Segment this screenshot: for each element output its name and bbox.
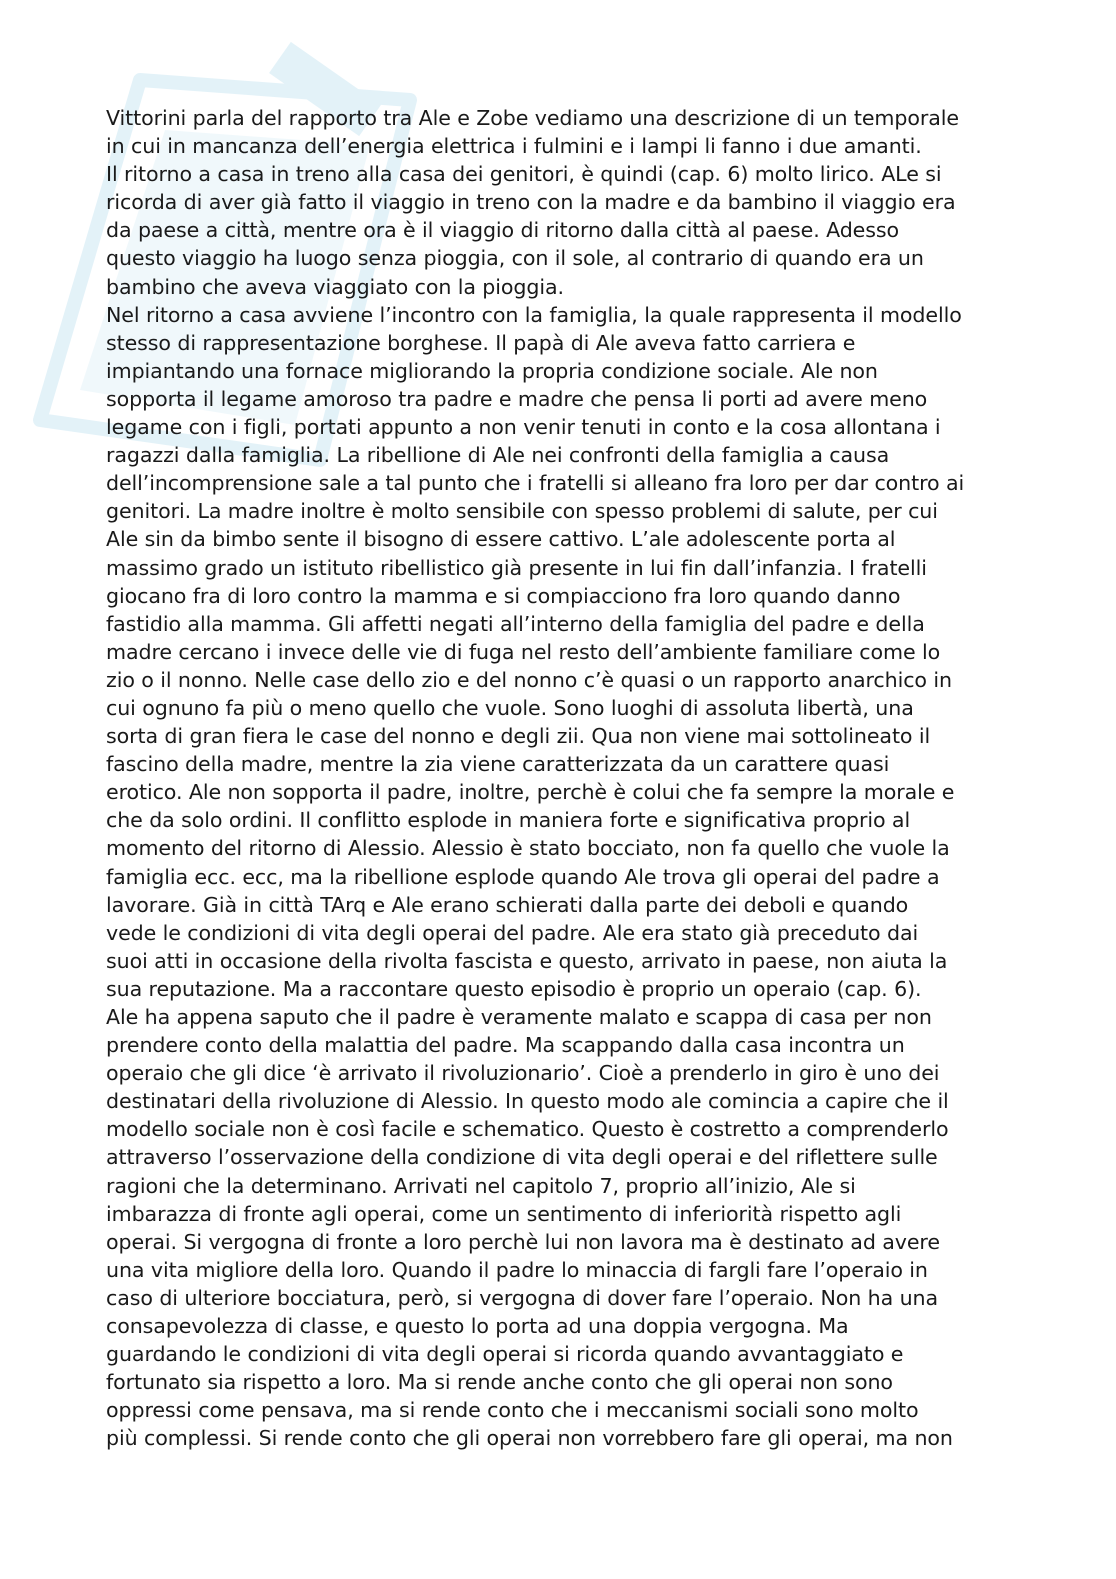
text-line: più complessi. Si rende conto che gli operai non vorrebbero fare gli operai, ma non xyxy=(106,1426,953,1451)
text-line: cui ognuno fa più o meno quello che vuole. Sono luoghi di assoluta libertà, una xyxy=(106,695,914,720)
text-line: consapevolezza di classe, e questo lo porta ad una doppia vergogna. Ma xyxy=(106,1314,849,1339)
text-line: legame con i figli, portati appunto a non venir tenuti in conto e la cosa allontana i xyxy=(106,415,941,440)
text-line: attraverso l’osservazione della condizione di vita degli operai e del riflettere sulle xyxy=(106,1145,938,1170)
text-line: ragazzi dalla famiglia. La ribellione di Ale nei confronti della famiglia a causa xyxy=(106,443,890,468)
text-line: bambino che aveva viaggiato con la pioggia. xyxy=(106,274,564,299)
text-line: ricorda di aver già fatto il viaggio in treno con la madre e da bambino il viaggio era xyxy=(106,190,956,215)
text-line: destinatari della rivoluzione di Alessio. In questo modo ale comincia a capire che il xyxy=(106,1089,949,1114)
text-line: che da solo ordini. Il conflitto esplode in maniera forte e significativa proprio al xyxy=(106,808,911,833)
text-line: massimo grado un istituto ribellistico già presente in lui fin dall’infanzia. I fratelli xyxy=(106,555,927,580)
text-line: modello sociale non è così facile e schematico. Questo è costretto a comprenderlo xyxy=(106,1117,949,1142)
text-line: giocano fra di loro contro la mamma e si compiacciono fra loro quando danno xyxy=(106,583,901,608)
text-line: famiglia ecc. ecc, ma la ribellione esplode quando Ale trova gli operai del padre a xyxy=(106,864,940,889)
text-line: operai. Si vergogna di fronte a loro perchè lui non lavora ma è destinato ad avere xyxy=(106,1229,940,1254)
text-line: erotico. Ale non sopporta il padre, inoltre, perchè è colui che fa sempre la morale e xyxy=(106,780,955,805)
text-line: dell’incomprensione sale a tal punto che i fratelli si alleano fra loro per dar contro ai xyxy=(106,471,965,496)
text-line: oppressi come pensava, ma si rende conto che i meccanismi sociali sono molto xyxy=(106,1398,919,1423)
document-body xyxy=(106,104,1006,1453)
text-line: sua reputazione. Ma a raccontare questo episodio è proprio un operaio (cap. 6). xyxy=(106,976,922,1001)
text-line: genitori. La madre inoltre è molto sensibile con spesso problemi di salute, per cui xyxy=(106,499,938,524)
text-line: suoi atti in occasione della rivolta fascista e questo, arrivato in paese, non aiuta la xyxy=(106,948,948,973)
text-line: ragioni che la determinano. Arrivati nel capitolo 7, proprio all’inizio, Ale si xyxy=(106,1173,856,1198)
text-line: prendere conto della malattia del padre. Ma scappando dalla casa incontra un xyxy=(106,1033,905,1058)
text-line: fastidio alla mamma. Gli affetti negati all’interno della famiglia del padre e della xyxy=(106,611,925,636)
text-line: imbarazza di fronte agli operai, come un sentimento di inferiorità rispetto agli xyxy=(106,1201,902,1226)
text-line: zio o il nonno. Nelle case dello zio e del nonno c’è quasi o un rapporto anarchico in xyxy=(106,667,952,692)
text-line: Vittorini parla del rapporto tra Ale e Zobe vediamo una descrizione di un temporale xyxy=(106,106,959,130)
text-line: questo viaggio ha luogo senza pioggia, con il sole, al contrario di quando era un xyxy=(106,246,924,271)
text-line: madre cercano i invece delle vie di fuga nel resto dell’ambiente familiare come lo xyxy=(106,639,941,664)
text-line: fascino della madre, mentre la zia viene caratterizzata da un carattere quasi xyxy=(106,752,890,777)
text-line: caso di ulteriore bocciatura, però, si vergogna di dover fare l’operaio. Non ha una xyxy=(106,1285,939,1310)
text-line: in cui in mancanza dell’energia elettrica i fulmini e i lampi li fanno i due amanti. xyxy=(106,134,922,159)
text-line: lavorare. Già in città TArq e Ale erano schierati dalla parte dei deboli e quando xyxy=(106,892,909,917)
text-line: fortunato sia rispetto a loro. Ma si rende anche conto che gli operai non sono xyxy=(106,1370,893,1395)
text-line: sorta di gran fiera le case del nonno e degli zii. Qua non viene mai sottolineato il xyxy=(106,724,931,749)
text-line: sopporta il legame amoroso tra padre e madre che pensa li porti ad avere meno xyxy=(106,386,928,411)
text-line: impiantando una fornace migliorando la propria condizione sociale. Ale non xyxy=(106,358,878,383)
text-line: Il ritorno a casa in treno alla casa dei genitori, è quindi (cap. 6) molto lirico. ALe si xyxy=(106,162,942,187)
text-line: operaio che gli dice ‘è arrivato il rivoluzionario’. Cioè a prenderlo in giro è uno dei xyxy=(106,1061,940,1086)
text-line: Nel ritorno a casa avviene l’incontro con la famiglia, la quale rappresenta il modello xyxy=(106,302,962,327)
text-line: momento del ritorno di Alessio. Alessio è stato bocciato, non fa quello che vuole la xyxy=(106,836,950,861)
text-line: una vita migliore della loro. Quando il padre lo minaccia di fargli fare l’operaio in xyxy=(106,1257,928,1282)
text-line: Ale ha appena saputo che il padre è veramente malato e scappa di casa per non xyxy=(106,1005,932,1029)
text-line: stesso di rappresentazione borghese. Il papà di Ale aveva fatto carriera e xyxy=(106,330,856,355)
text-line: vede le condizioni di vita degli operai del padre. Ale era stato già preceduto dai xyxy=(106,920,919,945)
text-line: guardando le condizioni di vita degli operai si ricorda quando avvantaggiato e xyxy=(106,1342,904,1367)
text-line: da paese a città, mentre ora è il viaggio di ritorno dalla città al paese. Adesso xyxy=(106,218,900,243)
text-line: Ale sin da bimbo sente il bisogno di essere cattivo. L’ale adolescente porta al xyxy=(106,527,896,552)
